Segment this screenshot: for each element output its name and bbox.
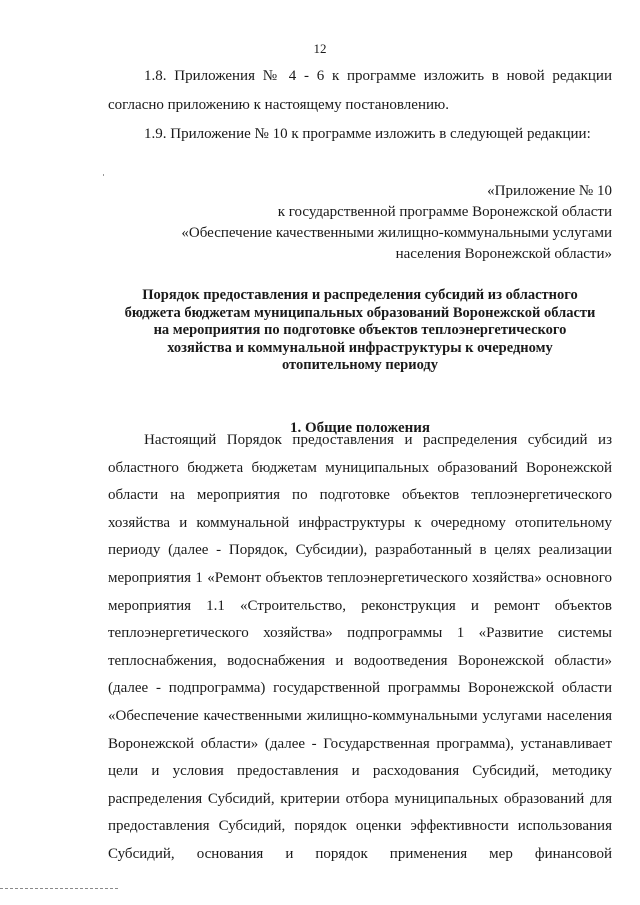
document-title	[110, 287, 610, 375]
paragraph-1-8: 1.8. Приложения № 4 - 6 к программе изложить в новой редакции согласно приложению к настоящему постановлению.	[108, 68, 612, 113]
appendix-line: «Приложение № 10	[487, 183, 612, 199]
title-line: хозяйства и коммунальной инфраструктуры к очередному	[167, 339, 553, 356]
appendix-line: к государственной программе Воронежской области	[277, 204, 612, 220]
appendix-line: населения Воронежской области»	[395, 246, 612, 262]
title-line: на мероприятия по подготовке объектов теплоэнергетического	[153, 322, 567, 338]
page-number: 12	[313, 41, 327, 56]
margin-mark	[103, 174, 104, 176]
title-line: бюджета бюджетам муниципальных образований Воронежской области	[124, 304, 596, 321]
paragraph-1-9: 1.9. Приложение № 10 к программе изложить в следующей редакции:	[144, 126, 591, 142]
footer-rule	[0, 888, 118, 889]
section-body: Настоящий Порядок предоставления и распределения субсидий из областного бюджета бюджетам муниципальных образований Воронежской области на мероприятия по подготовке объектов теплоэнергетического хозяйства и коммунальной инфраструктуры к очередному отопительному периоду (далее - Порядок, Субсидии), разработанный в целях реализации мероприятия 1 «Ремонт объектов теплоэнергетического хозяйства» основного мероприятия 1.1 «Строительство, реконструкция и ремонт объектов теплоэнергетического хозяйства» подпрограммы 1 «Развитие системы теплоснабжения, водоснабжения и водоотведения Воронежской области» (далее - подпрограмма) государственной программы Воронежской области «Обеспечение качественными жилищно-коммунальными услугами населения Воронежской области» (далее - Государственная программа), устанавливает цели и условия предоставления и расходования Субсидий, методику распределения Субсидий, критерии отбора муниципальных образований для предоставления Субсидий, порядок оценки эффективности использования Субсидий, основания и порядок применения мер финансовой	[108, 432, 612, 862]
appendix-line: «Обеспечение качественными жилищно-коммунальными услугами	[181, 225, 612, 241]
appendix-reference	[108, 181, 612, 265]
title-line: отопительному периоду	[281, 357, 439, 373]
title-line: Порядок предоставления и распределения субсидий из областного	[142, 287, 578, 303]
section-heading: 1. Общие положения	[289, 420, 431, 436]
